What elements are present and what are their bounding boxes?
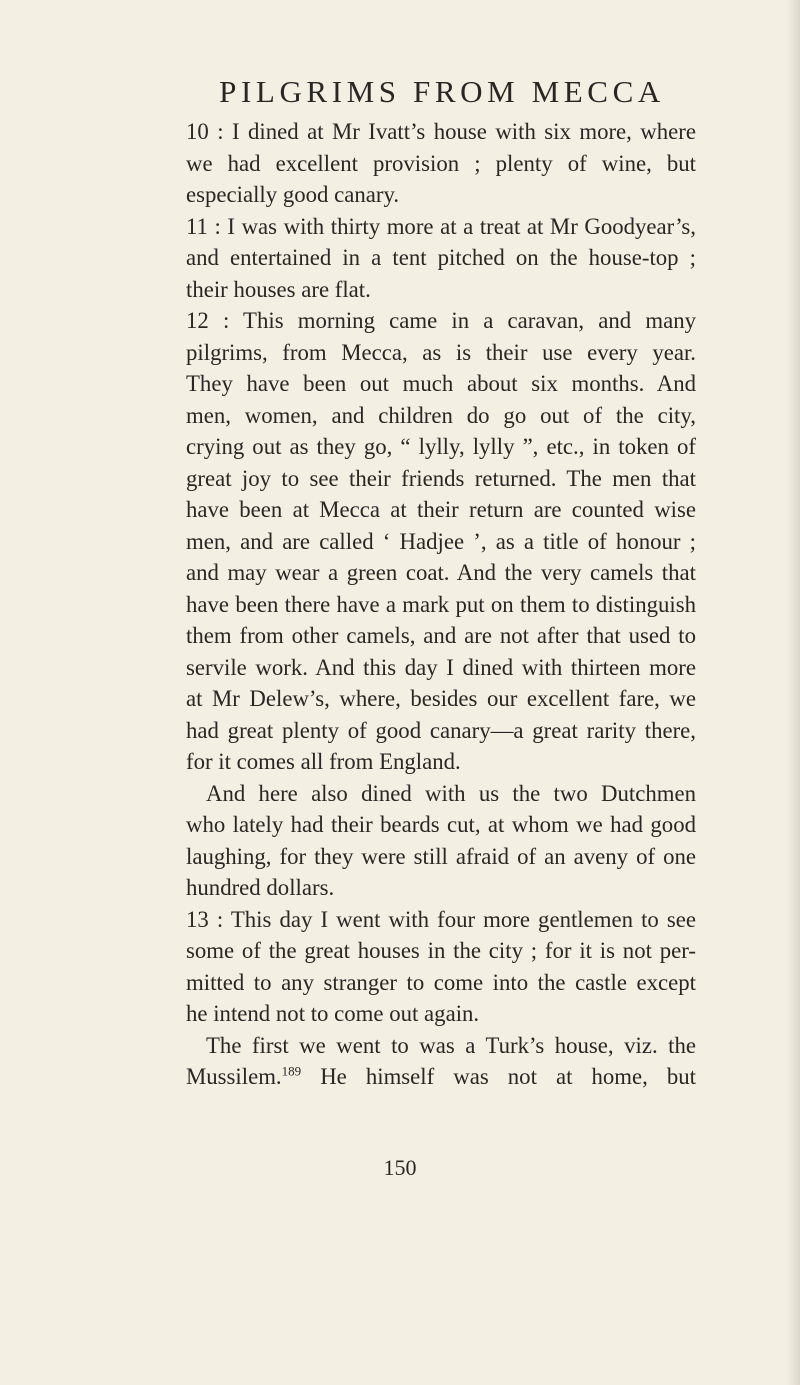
text-line: laughing, for they were still afraid of an aveny of one (186, 843, 696, 869)
text-line: some of the great houses in the city ; for it is not per- (186, 938, 696, 963)
text-line: men, women, and children do go out of the city, (186, 402, 696, 428)
text-line: for it comes all from England. (186, 749, 461, 774)
text-line: The first we went to was a Turk’s house, viz. the (206, 1032, 696, 1058)
line-text-after-note: He himself was not at home, but (301, 1064, 696, 1089)
text-line: men, and are called ‘ Hadjee ’, as a title of honour ; (186, 528, 696, 554)
page-number: 150 (383, 1155, 417, 1180)
text-line: and may wear a green coat. And the very camels that (186, 560, 696, 585)
text-line: who lately had their beards cut, at whom we had good (186, 812, 696, 837)
text-line: their houses are flat. (186, 276, 371, 302)
text-line: at Mr Delew’s, where, besides our excellent fare, we (186, 686, 696, 711)
text-line: hundred dollars. (186, 875, 335, 900)
text-line: 11 : I was with thirty more at a treat at Mr Goodyear’s, (186, 213, 696, 239)
text-line: 12 : This morning came in a caravan, and many (186, 308, 696, 333)
text-line: They have been out much about six months. And (186, 371, 696, 396)
line-text-before-note: Mussilem. (186, 1064, 282, 1089)
footnote-reference[interactable]: 189 (281, 1063, 302, 1079)
text-line: great joy to see their friends returned. The men that (186, 465, 696, 491)
text-line: especially good canary. (186, 182, 400, 207)
text-line: mitted to any stranger to come into the castle except (186, 969, 696, 995)
text-line: 13 : This day I went with four more gentlemen to see (186, 906, 696, 932)
running-head: PILGRIMS FROM MECCA (219, 74, 665, 109)
text-line: had great plenty of good canary—a great rarity there, (186, 717, 696, 743)
text-line: them from other camels, and are not after that used to (186, 623, 696, 648)
text-line: and entertained in a tent pitched on the house-top ; (186, 245, 696, 270)
text-line: have been there have a mark put on them to distinguish (186, 591, 696, 617)
body-text (186, 116, 696, 1093)
text-line-with-footnote (186, 1061, 696, 1093)
text-line: 10 : I dined at Mr Ivatt’s house with six more, where (186, 119, 696, 144)
text-line: servile work. And this day I dined with thirteen more (186, 654, 696, 680)
text-line: pilgrims, from Mecca, as is their use every year. (186, 339, 696, 365)
text-line: crying out as they go, “ lylly, lylly ”, etc., in token of (186, 434, 696, 459)
text-line: he intend not to come out again. (186, 1001, 480, 1026)
text-line: have been at Mecca at their return are counted wise (186, 497, 696, 522)
text-line: we had excellent provision ; plenty of wine, but (186, 150, 696, 176)
text-line: And here also dined with us the two Dutchmen (206, 780, 696, 806)
